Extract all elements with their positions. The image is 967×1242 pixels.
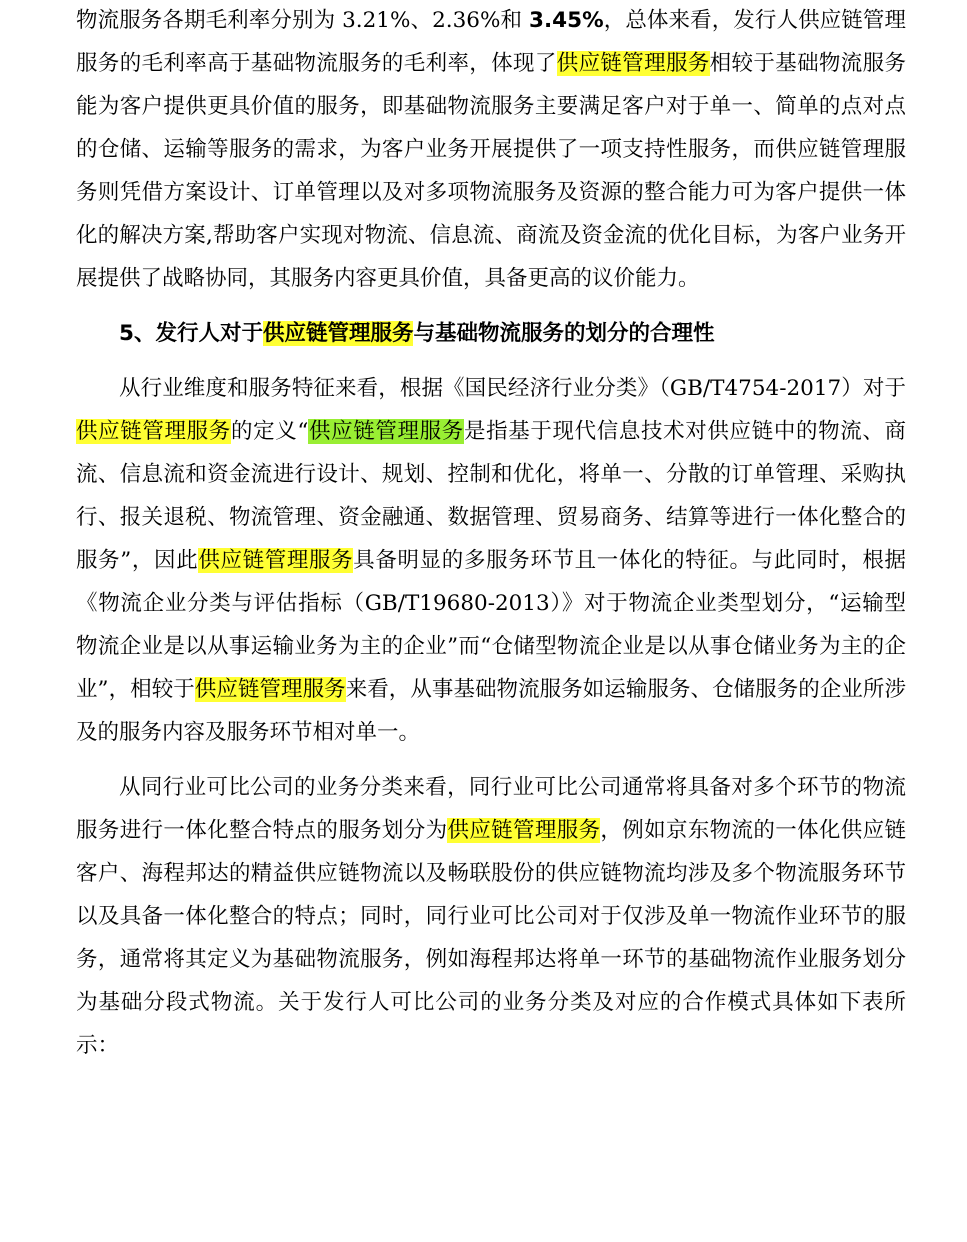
section-heading	[76, 312, 906, 355]
text-segment: 是指基于现代信息技术对供应链中的物流、商流、信息流和资金流进行设计、规划、控制和优化，将单一、分散的订单管理、采购执行、报关退税、物流管理、资金融通、数据管理、贸易商务、结算等进行一体化整合的服务”，因此	[76, 419, 906, 573]
text-segment: 来看，从事基础物流服务如运输服务、仓储服务的企业所涉及的服务内容及服务环节相对单一。	[76, 677, 906, 745]
heading-segment: 与基础物流服务的划分的合理性	[413, 321, 715, 346]
text-segment: 具备明显的多服务环节且一体化的特征。与此同时，根据《物流企业分类与评估指标（GB/T19680-2013）》对于物流企业类型划分，“运输型物流企业是以从事运输业务为主的企业”而“仓储型物流企业是以从事仓储业务为主的企业”，相较于	[76, 548, 906, 702]
text-segment: 物流服务各期毛利率分别为 3.21%、2.36%和	[76, 8, 530, 33]
paragraph-industry-dimension	[76, 367, 906, 754]
highlighted-term: 供应链管理服务	[262, 321, 414, 346]
text-segment: 从同行业可比公司的业务分类来看，同行业可比公司通常将具备对多个环节的物流服务进行一体化整合特点的服务划分为	[76, 775, 906, 843]
paragraph-gross-margin	[76, 0, 906, 300]
highlighted-term: 供应链管理服务	[194, 677, 346, 702]
text-segment: 的定义“	[230, 419, 309, 444]
highlighted-term: 供应链管理服务	[447, 818, 601, 843]
bold-value: 3.45%	[529, 8, 604, 33]
heading-segment: 5、发行人对于	[119, 321, 263, 346]
text-segment: 相较于基础物流服务能为客户提供更具价值的服务，即基础物流服务主要满足客户对于单一、简单的点对点的仓储、运输等服务的需求，为客户业务开展提供了一项支持性服务，而供应链管理服务则凭借方案设计、订单管理以及对多项物流服务及资源的整合能力可为客户提供一体化的解决方案,帮助客户实现对物流、信息流、商流及资金流的优化目标，为客户业务开展提供了战略协同，其服务内容更具价值，具备更高的议价能力。	[76, 51, 906, 291]
highlighted-term: 供应链管理服务	[198, 548, 354, 573]
text-segment: ，总体来看，发行人供应链管理服务的毛利率高于基础物流服务的毛利率，体现了	[76, 8, 906, 76]
text-segment: ，例如京东物流的一体化供应链客户、海程邦达的精益供应链物流以及畅联股份的供应链物流均涉及多个物流服务环节以及具备一体化整合的特点；同时，同行业可比公司对于仅涉及单一物流作业环节的服务，通常将其定义为基础物流服务，例如海程邦达将单一环节的基础物流作业服务划分为基础分段式物流。关于发行人可比公司的业务分类及对应的合作模式具体如下表所示：	[76, 818, 906, 1058]
text-segment: 从行业维度和服务特征来看，根据《国民经济行业分类》（GB/T4754-2017）对于	[119, 376, 906, 401]
highlighted-term: 供应链管理服务	[76, 419, 231, 444]
document-page	[76, 0, 906, 1067]
highlighted-term-active: 供应链管理服务	[308, 419, 464, 444]
highlighted-term: 供应链管理服务	[556, 51, 710, 76]
paragraph-peer-companies	[76, 766, 906, 1067]
